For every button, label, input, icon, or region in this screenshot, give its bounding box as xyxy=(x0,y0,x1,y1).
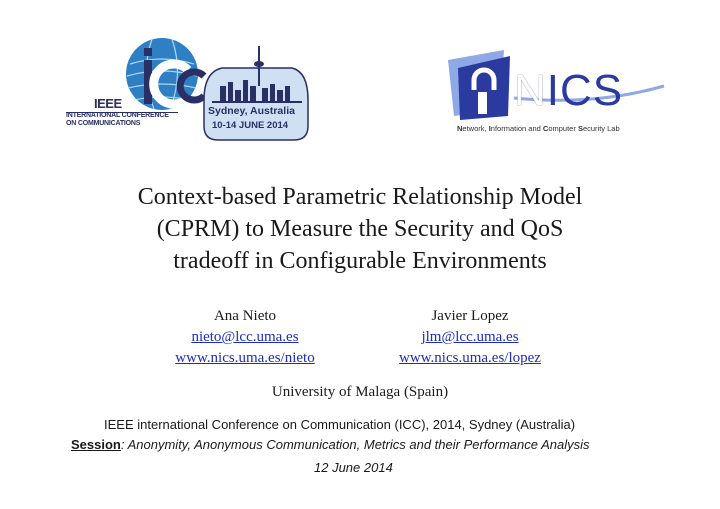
nics-letter-n: N xyxy=(514,66,547,115)
icc-city: Sydney, Australia xyxy=(208,105,295,117)
title-line-2: (CPRM) to Measure the Security and QoS xyxy=(156,216,564,242)
nics-letter-c: C xyxy=(560,66,593,115)
nics-lab-logo xyxy=(444,46,666,142)
icc-dates: 10-14 JUNE 2014 xyxy=(212,120,289,131)
title-line-1: Context-based Parametric Relationship Model xyxy=(137,184,583,210)
session-text: Anonymity, Anonymous Communication, Metrics and their Performance Analysis xyxy=(127,437,590,452)
author-1-web-link[interactable]: www.nics.uma.es/nieto xyxy=(175,350,315,366)
tagline-i: I xyxy=(488,124,491,133)
nics-letter-s: S xyxy=(592,66,624,115)
author-1 xyxy=(145,306,345,369)
tagline-s: S xyxy=(577,124,583,133)
icc-ieee-text: IEEE xyxy=(94,96,122,111)
author-1-name: Ana Nieto xyxy=(213,308,277,324)
author-2 xyxy=(370,306,570,369)
icc-conference-line1: INTERNATIONAL CONFERENCE xyxy=(66,112,169,119)
icc-logo-graphic xyxy=(62,36,312,148)
tagline-ecurity: ecurity Lab xyxy=(582,124,620,133)
tagline-etwork: etwork, xyxy=(462,124,489,133)
conference-line: IEEE international Conference on Communication (ICC), 2014, Sydney (Australia) xyxy=(104,417,576,432)
title-line-3: tradeoff in Configurable Environments xyxy=(173,248,547,274)
affiliation: University of Malaga (Spain) xyxy=(271,384,449,400)
presentation-date: 12 June 2014 xyxy=(314,460,393,475)
author-1-email-link[interactable]: nieto@lcc.uma.es xyxy=(191,329,299,345)
tagline-nformation: nformation and xyxy=(490,124,543,133)
icc-conference-line2: ON COMMUNICATIONS xyxy=(66,119,141,127)
tagline-omputer: omputer xyxy=(548,124,578,133)
nics-tagline xyxy=(457,124,620,133)
author-2-name: Javier Lopez xyxy=(431,308,509,324)
nics-wordmark xyxy=(514,66,623,116)
author-2-web-link[interactable]: www.nics.uma.es/lopez xyxy=(399,350,541,366)
tagline-c: C xyxy=(542,124,549,133)
author-2-email-link[interactable]: jlm@lcc.uma.es xyxy=(421,329,519,345)
icc-conference-name xyxy=(66,112,176,127)
nics-letter-i: I xyxy=(546,66,561,115)
icc-2014-logo xyxy=(62,36,312,148)
session-colon: : xyxy=(120,437,128,452)
paper-title xyxy=(60,181,660,277)
session-line xyxy=(71,437,590,452)
tagline-n: N xyxy=(457,124,463,133)
session-label: Session xyxy=(71,437,121,452)
